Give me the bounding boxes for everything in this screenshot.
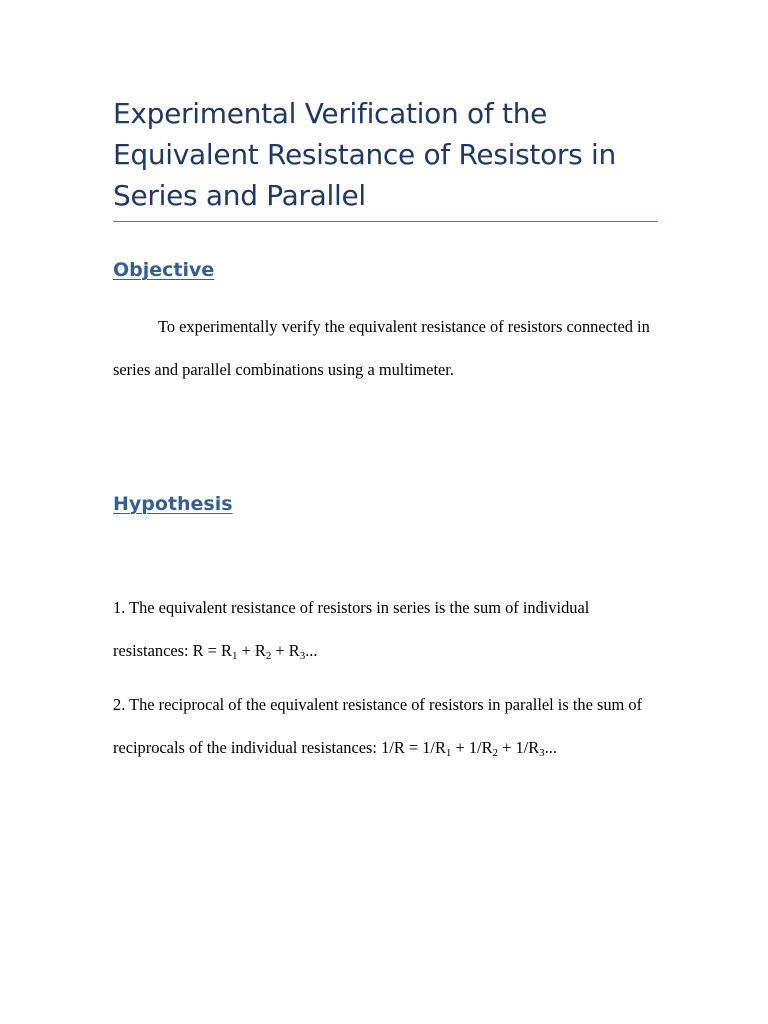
subscript: 2 (492, 746, 499, 759)
hypothesis-item-series-text: + R (271, 640, 300, 660)
hypothesis-item-parallel-lead: 2. The reciprocal of the equivalent resistance of resistors in parallel is the sum of reciprocals of the individual resistances: 1/R = 1/R (113, 695, 643, 757)
hypothesis-item-parallel-text: + 1/R (451, 737, 493, 757)
subscript: 3 (299, 649, 306, 662)
title-underline-rule (113, 221, 658, 222)
objective-heading: Objective (113, 259, 215, 281)
hypothesis-heading: Hypothesis (113, 493, 233, 515)
subscript: 1 (231, 649, 238, 662)
hypothesis-item-series-text: + R (237, 640, 266, 660)
hypothesis-item-series (113, 587, 661, 672)
subscript: 2 (265, 649, 272, 662)
objective-paragraph: To experimentally verify the equivalent resistance of resistors connected in series and parallel combinations using a multimeter. (113, 317, 650, 379)
hypothesis-item-parallel (113, 684, 661, 769)
document-title: Experimental Verification of the Equivalent Resistance of Resistors in Series and Parallel (113, 97, 616, 212)
subscript: 1 (445, 746, 452, 759)
subscript: 3 (539, 746, 545, 759)
hypothesis-item-parallel-tail: ... (544, 737, 557, 757)
hypothesis-item-series-lead: 1. The equivalent resistance of resistors in series is the sum of individual resistances: R = R (113, 598, 590, 660)
hypothesis-item-series-tail: ... (305, 640, 318, 660)
hypothesis-item-parallel-text: + 1/R (498, 737, 540, 757)
